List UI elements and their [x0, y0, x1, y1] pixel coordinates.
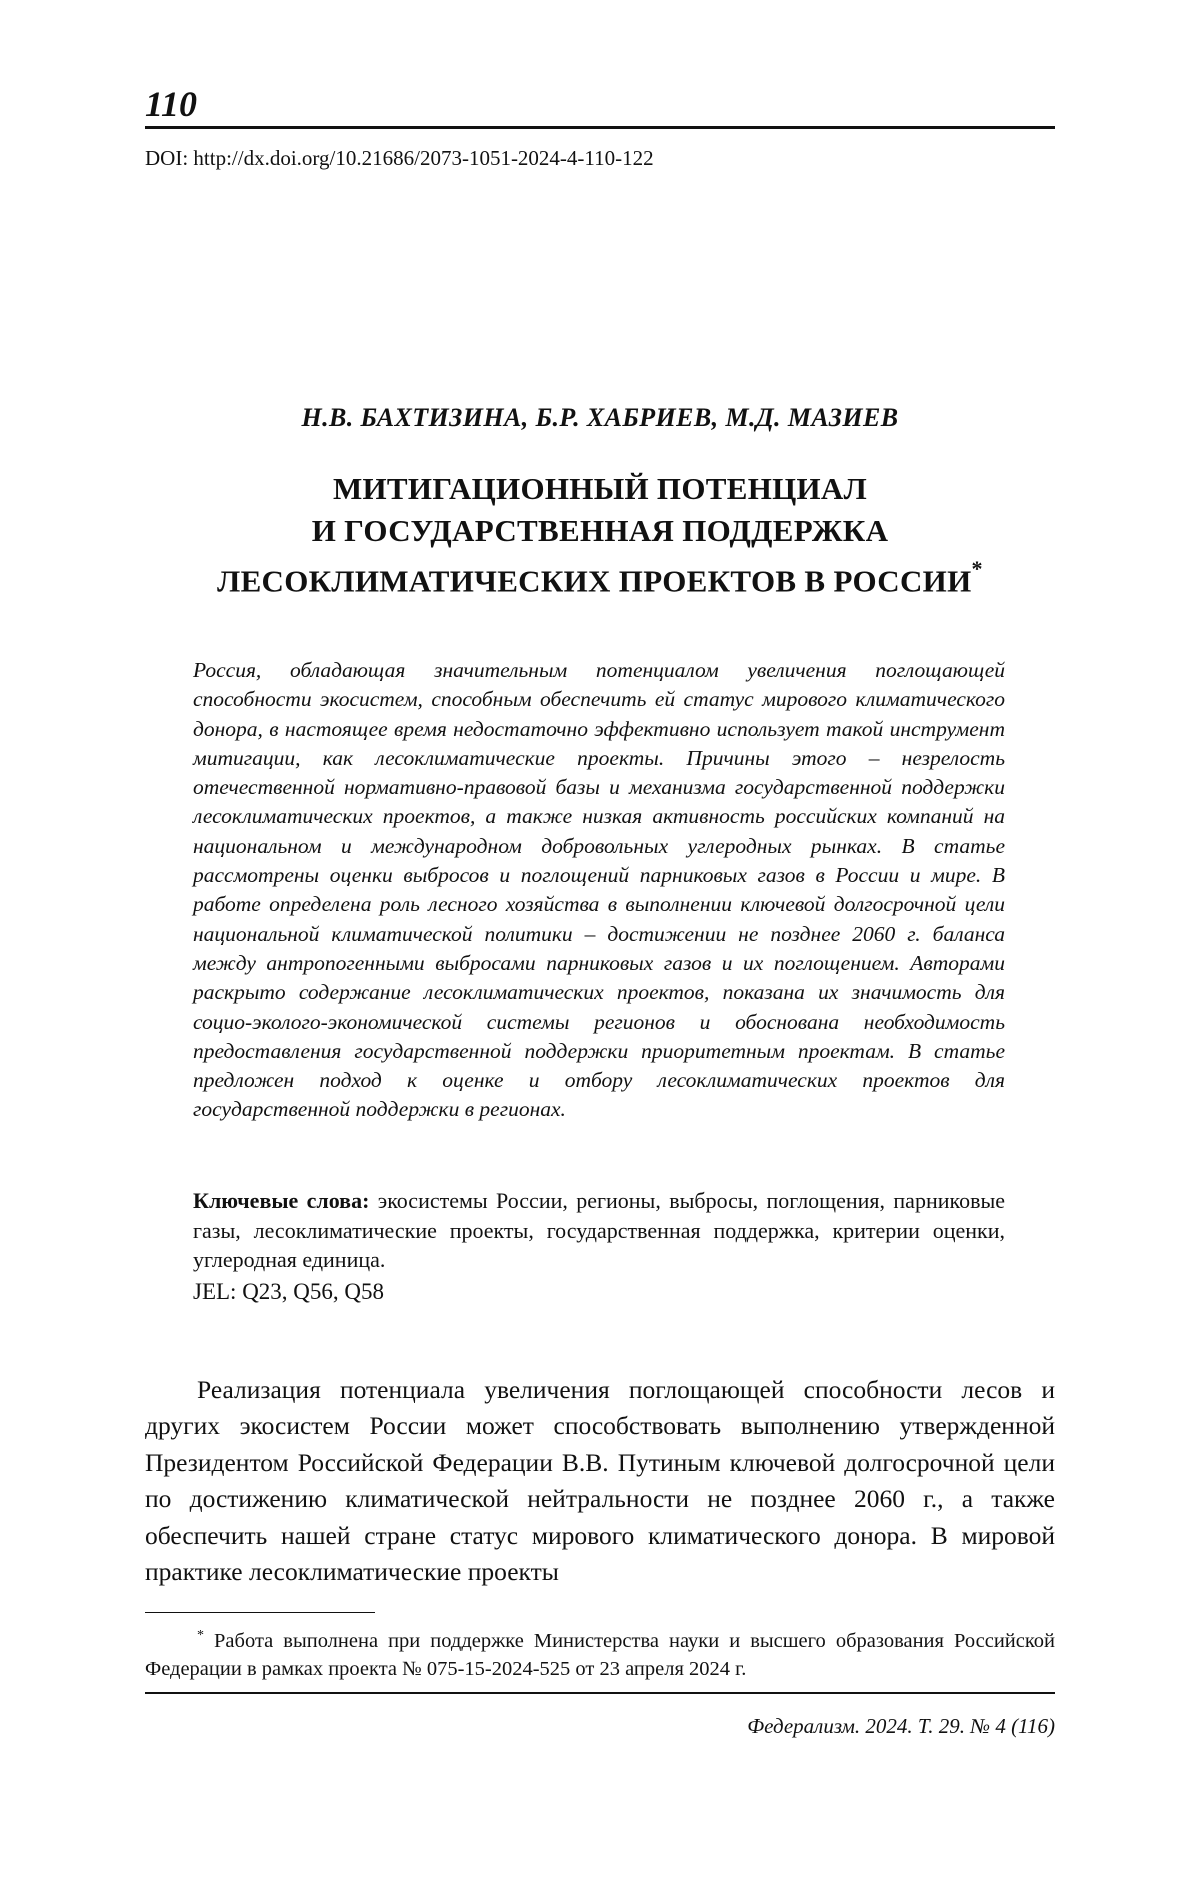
- footnote: [145, 1622, 1055, 1684]
- jel-codes: JEL: Q23, Q56, Q58: [193, 1279, 385, 1304]
- abstract: Россия, обладающая значительным потенциалом увеличения поглощающей способности экосистем, способным обеспечить ей статус мирового климатического донора, в настоящее время недостаточно эффективно использует такой инструмент митигации, как лесоклиматические проекты. Причины этого – незрелость отечественной нормативно-правовой базы и механизма государственной поддержки лесоклиматических проектов, а также низкая активность российских компаний на национальном и международном добровольных углеродных рынках. В статье рассмотрены оценки выбросов и поглощений парниковых газов в России и мире. В работе определена роль лесного хозяйства в выполнении ключевой долгосрочной цели национальной климатической политики – достижении не позднее 2060 г. баланса между антропогенными выбросами парниковых газов и их поглощением. Авторами раскрыто содержание лесоклиматических проектов, показана их значимость для социо-эколого-экономической системы регионов и обоснована необходимость предоставления государственной поддержки приоритетным проектам. В статье предложен подход к оценке и отбору лесоклиматических проектов для государственной поддержки в регионах.: [193, 658, 1005, 1122]
- footer-rule: [145, 1692, 1055, 1694]
- journal-page: [145, 0, 1055, 1892]
- keywords-label: Ключевые слова:: [193, 1188, 370, 1213]
- keywords: [193, 1186, 1005, 1275]
- title-line-1: МИТИГАЦИОННЫЙ ПОТЕНЦИАЛ: [332, 471, 868, 506]
- footnote-text: Работа выполнена при поддержке Министерства науки и высшего образования Российской Федерации в рамках проекта № 075-15-2024-525 от 23 апреля 2024 г.: [145, 1629, 1056, 1681]
- body-paragraph: Реализация потенциала увеличения поглощающей способности лесов и других экосистем России может способствовать выполнению утвержденной Президентом Российской Федерации В.В. Путиным ключевой долгосрочной цели по достижению климатической нейтральности не позднее 2060 г., а также обеспечить нашей стране статус мирового климатического донора. В мировой практике лесоклиматические проекты: [145, 1375, 1055, 1587]
- keywords-text: экосистемы России, регионы, выбросы, поглощения, парниковые газы, лесоклиматические проекты, государственная поддержка, критерии оценки, углеродная единица.: [193, 1188, 1005, 1272]
- title-line-3: [145, 552, 1055, 602]
- article-authors: Н.В. БАХТИЗИНА, Б.Р. ХАБРИЕВ, М.Д. МАЗИЕВ: [301, 403, 899, 432]
- title-line-2: И ГОСУДАРСТВЕННАЯ ПОДДЕРЖКА: [311, 513, 889, 548]
- body-text: [145, 1372, 1055, 1590]
- page-number: 110: [145, 84, 198, 124]
- journal-citation: Федерализм. 2024. Т. 29. № 4 (116): [747, 1714, 1055, 1738]
- title-footnote-marker[interactable]: *: [971, 556, 983, 581]
- title-line-3-text: ЛЕСОКЛИМАТИЧЕСКИХ ПРОЕКТОВ В РОССИИ: [217, 563, 972, 599]
- footnote-marker: *: [197, 1628, 204, 1643]
- doi-line[interactable]: DOI: http://dx.doi.org/10.21686/2073-1051-2024-4-110-122: [145, 146, 654, 170]
- footnote-rule: [145, 1612, 375, 1613]
- header-rule: [145, 126, 1055, 129]
- article-title: [145, 468, 1055, 602]
